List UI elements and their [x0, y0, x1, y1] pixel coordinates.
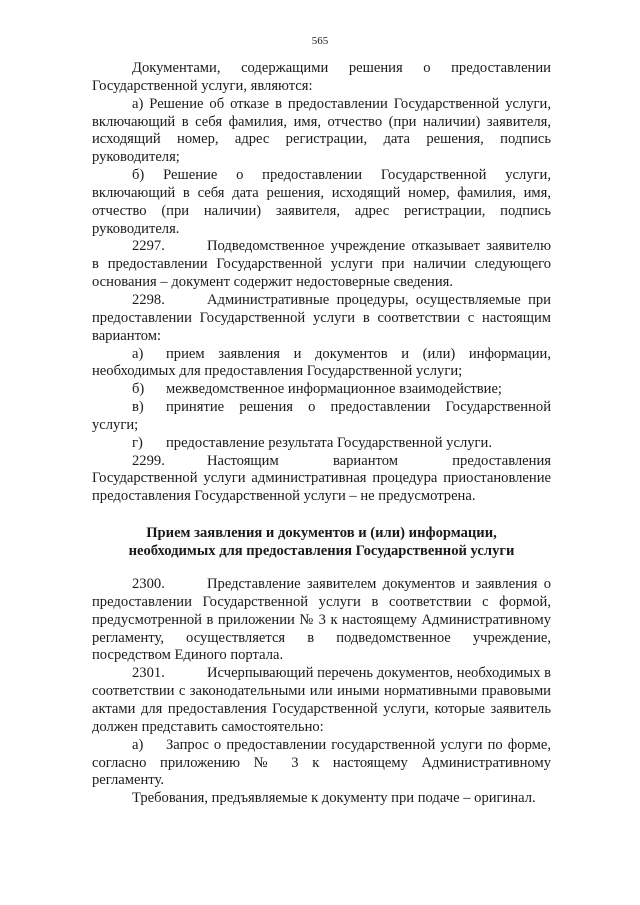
list-item-text: принятие решения о предоставлении Государственной услуги; [92, 399, 551, 433]
clause-text: Подведомственное учреждение отказывает заявителю в предоставлении Государственной услуги при наличии следующего основания – документ содержит недостоверные сведения. [92, 238, 551, 291]
list-marker: б) [132, 381, 145, 398]
clause-number: 2300. [132, 576, 165, 593]
list-item-g [92, 435, 551, 453]
list-item-text: Запрос о предоставлении государственной услуги по форме, согласно приложению № 3 к настоящему Административному регламенту. [92, 736, 551, 789]
paragraph-grant-decision: б) Решение о предоставлении Государственной услуги, включающий в себя дата решения, исходящий номер, фамилия, имя, отчество (при наличии) заявителя, адрес регистрации, подпись руководителя. [92, 167, 551, 237]
clause-text: Исчерпывающий перечень документов, необходимых в соответствии с законодательными или иными нормативными правовыми актами для предоставления Государственной услуги, которые заявитель должен представить самостоятельно: [92, 665, 551, 735]
section-heading [92, 524, 551, 560]
paragraph-2300 [92, 576, 551, 665]
list-marker: г) [132, 434, 143, 451]
section-heading-line: Прием заявления и документов и (или) информации, [146, 525, 497, 542]
list-item-a [92, 346, 551, 382]
paragraph-refusal-decision: а) Решение об отказе в предоставлении Государственной услуги, включающий в себя фамилия, имя, отчество (при наличии) заявителя, исходящий номер, адрес регистрации, дата решения, подпись руководителя; [92, 95, 551, 166]
paragraph-2298 [92, 292, 551, 346]
clause-number: 2299. [132, 452, 165, 469]
clause-number: 2297. [132, 238, 165, 255]
list-marker: а) [132, 736, 144, 753]
list-item-text: прием заявления и документов и (или) информации, необходимых для предоставления Государственной услуги; [92, 345, 551, 380]
paragraph-2299 [92, 453, 551, 507]
list-item-v [92, 399, 551, 435]
clause-text: Административные процедуры, осуществляемые при предоставлении Государственной услуги в соответствии с настоящим вариантом: [92, 291, 551, 344]
clause-number: 2298. [132, 291, 165, 308]
list-marker: а) [132, 345, 144, 362]
paragraph-documents-intro: Документами, содержащими решения о предоставлении Государственной услуги, являются: [92, 60, 551, 94]
paragraph-2297 [92, 238, 551, 292]
list-marker: в) [132, 399, 144, 416]
list-item-request [92, 737, 551, 791]
clause-number: 2301. [132, 665, 165, 682]
clause-text: Настоящим вариантом предоставления Государственной услуги административная процедура приостановление предоставления Государственной услуги – не предусмотрена. [92, 452, 551, 505]
document-body [92, 60, 551, 808]
clause-text: Представление заявителем документов и заявления о предоставлении Государственной услуги в соответствии с формой, предусмотренной в приложении № 3 к настоящему Административному регламенту, осуществляется в подведомственное учреждение, посредством Единого портала. [92, 576, 551, 664]
page-number: 565 [311, 35, 329, 47]
list-item-text: предоставление результата Государственной услуги. [166, 434, 492, 451]
paragraph-2301 [92, 665, 551, 736]
list-item-text: межведомственное информационное взаимодействие; [166, 381, 502, 398]
section-heading-line: необходимых для предоставления Государственной услуги [128, 543, 515, 560]
list-item-b [92, 381, 551, 399]
paragraph-requirements: Требования, предъявляемые к документу при подаче – оригинал. [132, 790, 536, 807]
